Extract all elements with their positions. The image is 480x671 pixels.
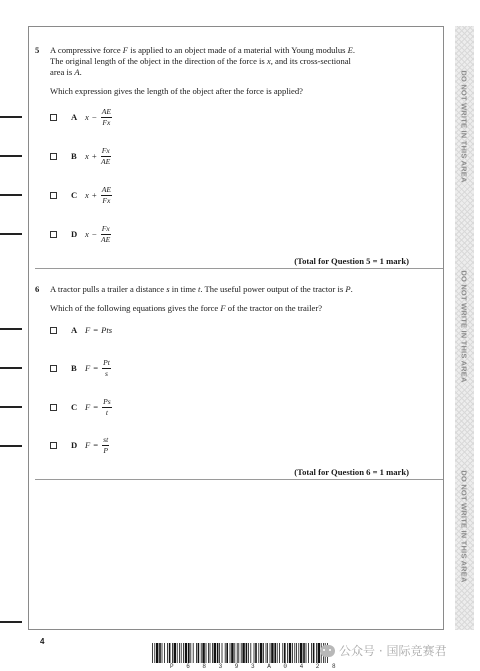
option-d[interactable] xyxy=(50,434,109,456)
option-a[interactable] xyxy=(50,106,112,128)
answer-checkbox[interactable] xyxy=(50,192,57,199)
margin-mark xyxy=(0,621,22,623)
margin-mark xyxy=(0,328,22,330)
do-not-write-label: DO NOT WRITE IN THIS AREA xyxy=(460,69,470,183)
question-total: (Total for Question 6 = 1 mark) xyxy=(294,467,409,477)
answer-checkbox[interactable] xyxy=(50,327,57,334)
option-expression: x + $\frac{AE}{Fx}$ xyxy=(85,184,111,205)
margin-mark xyxy=(0,116,22,118)
answer-checkbox[interactable] xyxy=(50,114,57,121)
option-letter: B xyxy=(71,362,77,373)
question-prompt: Which of the following equations gives the force F of the tractor on the trailer? xyxy=(50,303,323,313)
question-prompt: Which expression gives the length of the object after the force is applied? xyxy=(50,86,303,96)
option-expression: F = $\frac{st}{P}$ xyxy=(85,434,109,455)
option-letter: D xyxy=(71,439,78,450)
margin-mark xyxy=(0,445,22,447)
option-letter: A xyxy=(71,111,78,122)
question-total: (Total for Question 5 = 1 mark) xyxy=(294,256,409,266)
answer-checkbox[interactable] xyxy=(50,404,57,411)
barcode-text: P 6 8 3 9 3 A 0 4 2 8 xyxy=(170,663,341,670)
option-expression: F = Pts xyxy=(85,324,113,335)
option-letter: C xyxy=(71,401,78,412)
option-expression: x − $\frac{Fx}{AE}$ xyxy=(85,223,111,244)
margin-mark xyxy=(0,233,22,235)
do-not-write-strip xyxy=(455,26,474,630)
question-6 xyxy=(35,284,415,484)
question-number: 6 xyxy=(35,284,40,294)
question-stem-line: A tractor pulls a trailer a distance s in time t. The useful power output of the tractor is P. xyxy=(50,284,353,294)
watermark: 公众号 · 国际竞赛君 xyxy=(320,642,446,659)
option-letter: C xyxy=(71,189,78,200)
page-number: 4 xyxy=(40,637,45,646)
question-divider xyxy=(35,268,443,269)
answer-checkbox[interactable] xyxy=(50,442,57,449)
option-letter: D xyxy=(71,228,78,239)
option-d[interactable] xyxy=(50,223,111,245)
question-number: 5 xyxy=(35,45,40,55)
margin-mark xyxy=(0,367,22,369)
answer-checkbox[interactable] xyxy=(50,365,57,372)
question-stem-line: A compressive force F is applied to an object made of a material with Young modulus E. xyxy=(50,45,356,55)
option-a[interactable] xyxy=(50,319,112,341)
do-not-write-label: DO NOT WRITE IN THIS AREA xyxy=(460,469,470,583)
question-divider xyxy=(35,479,443,480)
option-c[interactable] xyxy=(50,396,112,418)
question-stem-line: area is A. xyxy=(50,67,82,77)
margin-mark xyxy=(0,155,22,157)
option-letter: B xyxy=(71,150,77,161)
option-expression: x + $\frac{Fx}{AE}$ xyxy=(85,145,111,166)
answer-checkbox[interactable] xyxy=(50,231,57,238)
wechat-icon xyxy=(320,645,335,657)
question-5 xyxy=(35,45,415,270)
option-b[interactable] xyxy=(50,145,111,167)
margin-mark xyxy=(0,194,22,196)
option-c[interactable] xyxy=(50,184,112,206)
question-stem-line: The original length of the object in the direction of the force is x, and its cross-sectional xyxy=(50,56,351,66)
option-expression: F = $\frac{Ps}{t}$ xyxy=(85,396,111,417)
answer-checkbox[interactable] xyxy=(50,153,57,160)
margin-mark xyxy=(0,406,22,408)
option-expression: x − $\frac{AE}{Fx}$ xyxy=(85,106,111,127)
option-letter: A xyxy=(71,324,78,335)
option-b[interactable] xyxy=(50,357,111,379)
barcode xyxy=(152,643,328,663)
option-expression: F = $\frac{Pt}{s}$ xyxy=(85,357,110,378)
do-not-write-label: DO NOT WRITE IN THIS AREA xyxy=(460,269,470,383)
